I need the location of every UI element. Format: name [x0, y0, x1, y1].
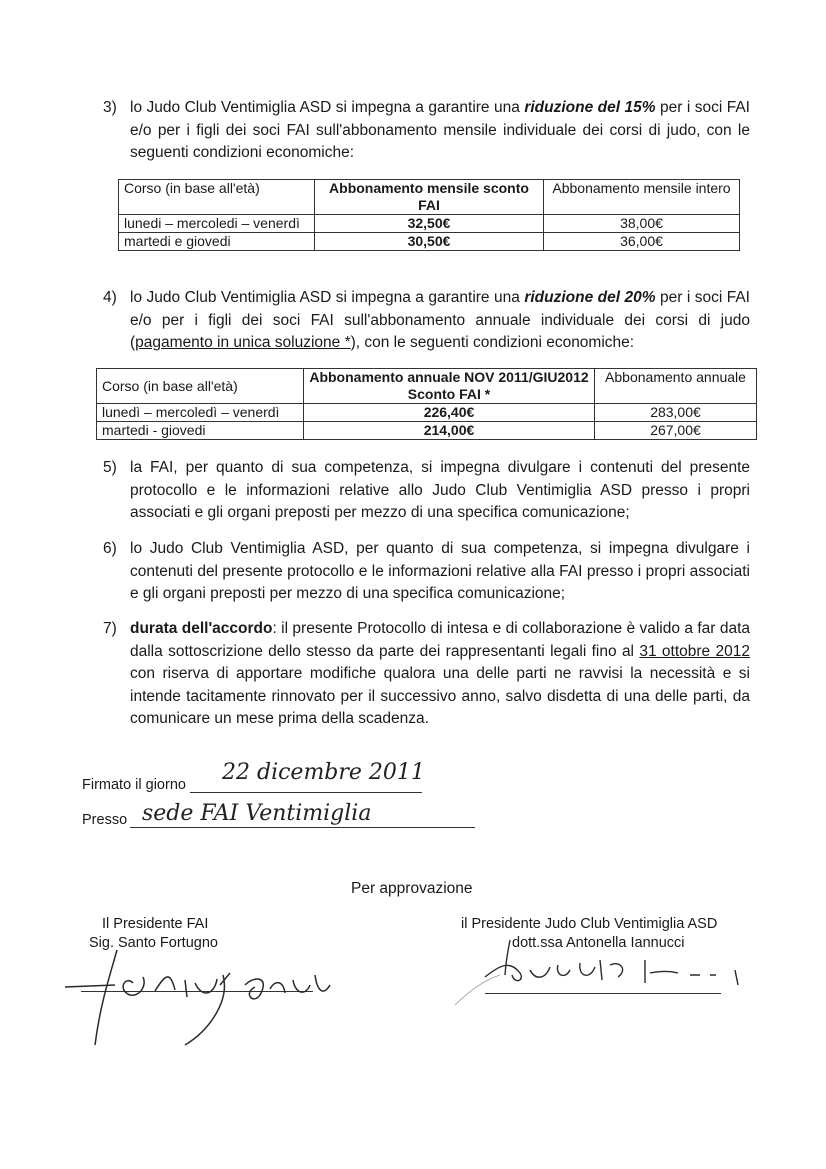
- place-label: Presso: [82, 812, 128, 828]
- date-signature-line: [190, 792, 422, 793]
- header-cell: Abbonamento mensile intero: [544, 180, 740, 215]
- clause-text: lo Judo Club Ventimiglia ASD, per quanto di sua competenza, si impegna divulgare i contenuti del presente protocollo e le informazioni relative alla FAI presso i propri associati e gli organi preposti per mezzo di una specifica comunicazione;: [130, 540, 750, 602]
- handwritten-place: sede FAI Ventimiglia: [142, 801, 372, 826]
- clause-7: [103, 618, 750, 731]
- place-signature-line: [130, 827, 475, 828]
- clause-text: lo Judo Club Ventimiglia ASD si impegna a garantire una riduzione del 20% per i soci FAI e/o per i figli dei soci FAI sull'abbonamento annuale individuale dei corsi di judo (pagamento in unica soluzione *), con le seguenti condizioni economiche:: [130, 289, 750, 351]
- handwritten-date: 22 dicembre 2011: [222, 760, 425, 785]
- expiry-date: 31 ottobre 2012: [639, 642, 750, 660]
- judo-president-signature: [450, 935, 750, 1010]
- header-cell: Corso (in base all'età): [119, 180, 315, 215]
- discount-price-cell: 214,00€: [304, 422, 595, 440]
- table-row: [119, 233, 740, 251]
- course-cell: lunedi – mercoledi – venerdì: [119, 215, 315, 233]
- table-row: [97, 404, 757, 422]
- clause-text: la FAI, per quanto di sua competenza, si impegna divulgare i contenuti del presente protocollo e le informazioni relative allo Judo Club Ventimiglia ASD presso i propri associati e gli organi preposti per mezzo di una specifica comunicazione;: [130, 459, 750, 521]
- clause-5: [103, 457, 750, 525]
- header-cell: Corso (in base all'età): [97, 369, 304, 404]
- clause-number: 7): [103, 620, 117, 637]
- course-cell: martedi e giovedi: [119, 233, 315, 251]
- full-price-cell: 283,00€: [595, 404, 757, 422]
- discount-highlight: riduzione del 20%: [524, 289, 656, 306]
- header-cell: Abbonamento mensile sconto FAI: [315, 180, 544, 215]
- table-row: [97, 422, 757, 440]
- full-price-cell: 267,00€: [595, 422, 757, 440]
- clause-number: 3): [103, 99, 117, 116]
- table-header-row: [119, 180, 740, 215]
- judo-president-title: il Presidente Judo Club Ventimiglia ASD: [461, 916, 718, 932]
- judo-president-name: dott.ssa Antonella Iannucci: [512, 935, 685, 951]
- fai-president-signature: [55, 945, 345, 1050]
- discount-price-cell: 32,50€: [315, 215, 544, 233]
- clause-6: [103, 538, 750, 606]
- clause-text: durata dell'accordo: il presente Protocollo di intesa e di collaborazione è valido a far data dalla sottoscrizione dello stesso da parte dei rappresentanti legali fino al 31 ottobre 2012 con riserva di apportare modifiche qualora una delle parti ne ravvisi la necessità e si intende tacitamente rinnovato per il successivo anno, salvo disdetta di una delle parti, da comunicare un mese prima della scadenza.: [130, 620, 750, 727]
- discount-highlight: riduzione del 15%: [524, 99, 656, 116]
- clause-text: lo Judo Club Ventimiglia ASD si impegna a garantire una riduzione del 15% per i soci FAI e/o per i figli dei soci FAI sull'abbonamento mensile individuale dei corsi di judo, con le seguenti condizioni economiche:: [130, 99, 750, 161]
- header-cell: Abbonamento annuale NOV 2011/GIU2012 Sconto FAI *: [304, 369, 595, 404]
- clause-3: [103, 97, 750, 165]
- table-header-row: [97, 369, 757, 404]
- course-cell: lunedì – mercoledì – venerdì: [97, 404, 304, 422]
- monthly-fees-table: [118, 179, 740, 251]
- full-price-cell: 38,00€: [544, 215, 740, 233]
- fai-president-title: Il Presidente FAI: [102, 916, 209, 932]
- discount-price-cell: 30,50€: [315, 233, 544, 251]
- clause-number: 5): [103, 459, 117, 476]
- payment-note: pagamento in unica soluzione *: [135, 334, 351, 351]
- full-price-cell: 36,00€: [544, 233, 740, 251]
- annual-fees-table: [96, 368, 757, 440]
- fai-president-name: Sig. Santo Fortugno: [89, 935, 218, 951]
- approval-heading: Per approvazione: [351, 880, 473, 897]
- clause-4: [103, 287, 750, 355]
- date-label: Firmato il giorno: [82, 777, 186, 793]
- course-cell: martedi - giovedi: [97, 422, 304, 440]
- agreement-duration-label: durata dell'accordo: [130, 620, 273, 637]
- clause-number: 4): [103, 289, 117, 306]
- header-cell: Abbonamento annuale: [595, 369, 757, 404]
- table-row: [119, 215, 740, 233]
- discount-price-cell: 226,40€: [304, 404, 595, 422]
- clause-number: 6): [103, 540, 117, 557]
